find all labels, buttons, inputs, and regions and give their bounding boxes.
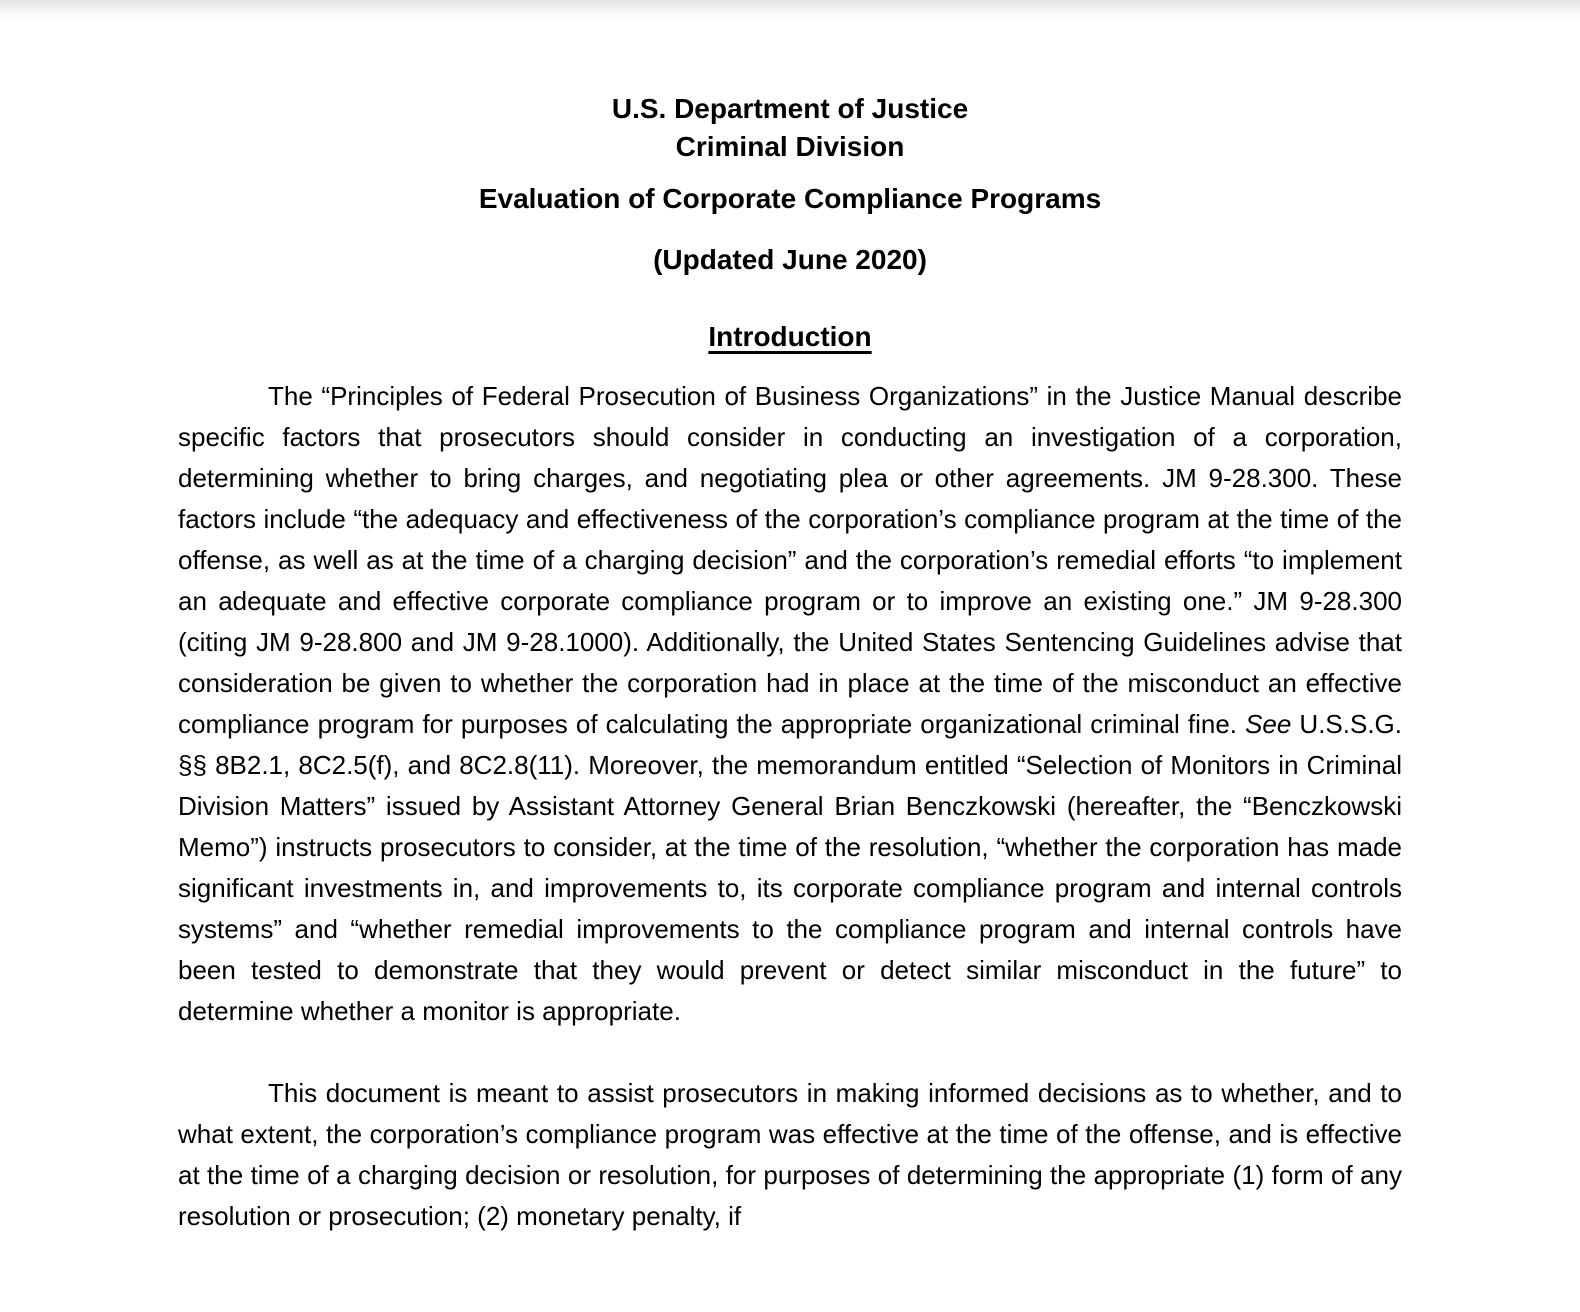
paragraph-2: This document is meant to assist prosecutors in making informed decisions as to whether, and to what extent, the corporation’s compliance program was effective at the time of the offense, and is effective at the time of a charging decision or resolution, for purposes of determining the appropriate (1) form of any resolution or prosecution; (2) monetary penalty, if [178, 1078, 1402, 1231]
paragraph-1-text-b: U.S.S.G. §§ 8B2.1, 8C2.5(f), and 8C2.8(11). Moreover, the memorandum entitled “Selection of Monitors in Criminal Division Matters” issued by Assistant Attorney General Brian Benczkowski (hereafter, the “Benczkowski Memo”) instructs prosecutors to consider, at the time of the resolution, “whether the corporation has made significant investments in, and improvements to, its corporate compliance program and internal controls systems” and “whether remedial improvements to the compliance program and internal controls have been tested to demonstrate that they would prevent or detect similar misconduct in the future” to determine whether a monitor is appropriate. [178, 709, 1402, 1026]
paragraph-1-see-citation: See [1245, 709, 1292, 739]
updated-date-note: (Updated June 2020) [653, 244, 927, 275]
document-page [178, 0, 1402, 1278]
paragraph-1 [178, 376, 1402, 1032]
document-title: Evaluation of Corporate Compliance Programs [478, 183, 1102, 214]
section-heading-introduction: Introduction [708, 321, 872, 352]
document-body [178, 376, 1402, 1237]
document-header [178, 90, 1402, 356]
agency-name-line1: U.S. Department of Justice [611, 93, 969, 124]
paragraph-1-text-a: The “Principles of Federal Prosecution of Business Organizations” in the Justice Manual describe specific factors that prosecutors should consider in conducting an investigation of a corporation, determining whether to bring charges, and negotiating plea or other agreements. JM 9-28.300. These factors include “the adequacy and effectiveness of the corporation’s compliance program at the time of the offense, as well as at the time of a charging decision” and the corporation’s remedial efforts “to implement an adequate and effective corporate compliance program or to improve an existing one.” JM 9-28.300 (citing JM 9-28.800 and JM 9-28.1000). Additionally, the United States Sentencing Guidelines advise that consideration be given to whether the corporation had in place at the time of the misconduct an effective compliance program for purposes of calculating the appropriate organizational criminal fine. [178, 381, 1402, 739]
agency-name-line2: Criminal Division [675, 131, 905, 162]
